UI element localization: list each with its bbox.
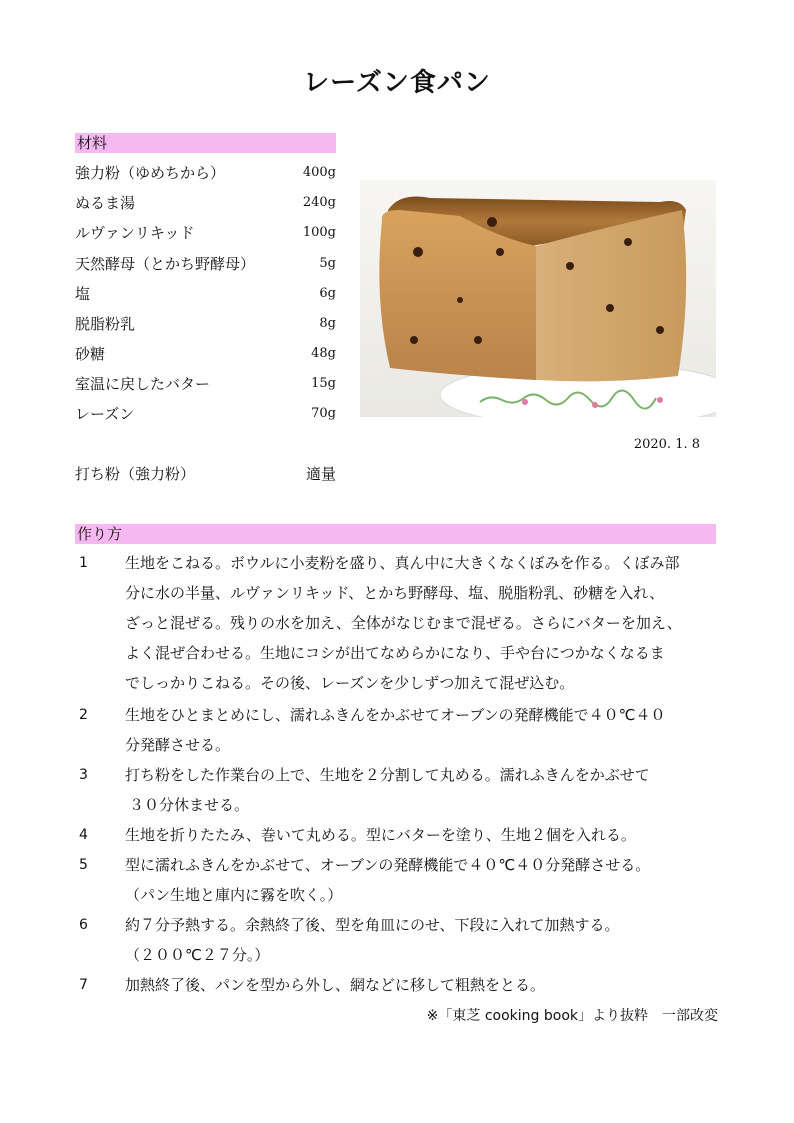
ingredient-name: 打ち粉（強力粉） [75,465,196,483]
ingredient-row [75,192,336,214]
step-number: 6 [79,917,88,933]
ingredient-amount: 48g [311,346,336,361]
ingredient-row [75,222,336,244]
step-line: 分発酵させる。 [125,736,231,754]
step-number: 5 [79,857,88,873]
step-line: 生地をひとまとめにし、濡れふきんをかぶせてオーブンの発酵機能で４０℃４０ [125,706,666,724]
step-line: 型に濡れふきんをかぶせて、オーブンの発酵機能で４０℃４０分発酵させる。 [125,856,651,874]
step-3 [75,760,720,820]
ingredient-amount: 70g [311,406,336,421]
photo-date: 2020. 1. 8 [633,437,700,452]
step-text [125,850,717,910]
ingredient-name: 砂糖 [75,345,106,363]
step-line: （パン生地と庫内に霧を吹く。） [125,886,343,904]
step-line: ３０分休ませる。 [129,796,250,814]
step-line: でしっかりこねる。その後、レーズンを少しずつ加えて混ぜ込む。 [125,674,575,692]
step-text [125,700,717,760]
ingredient-row [75,373,336,395]
step-7 [75,970,720,1000]
ingredient-name: 塩 [75,285,91,303]
ingredient-row [75,283,336,305]
ingredient-amount: 100g [302,225,336,240]
step-number: 4 [79,827,88,843]
ingredient-row [75,343,336,365]
step-4 [75,820,720,850]
dusting-flour-row [75,463,336,485]
step-line: 約７分予熱する。余熱終了後、型を角皿にのせ、下段に入れて加熱する。 [125,916,620,934]
step-line: 打ち粉をした作業台の上で、生地を２分割して丸める。濡れふきんをかぶせて [125,766,650,784]
step-line: 生地をこねる。ボウルに小麦粉を盛り、真ん中に大きくなくぼみを作る。くぼみ部 [125,554,680,572]
materials-header: 材料 [75,133,336,153]
step-number: 3 [79,767,88,783]
step-number: 2 [79,707,88,723]
ingredient-amount: 6g [319,286,336,301]
ingredient-row [75,253,336,275]
method-header: 作り方 [75,524,716,544]
ingredient-name: ルヴァンリキッド [75,224,195,242]
bread-photo [360,180,716,417]
page-title: レーズン食パン [303,68,491,98]
ingredient-row [75,313,336,335]
ingredient-name: 脱脂粉乳 [75,315,136,333]
ingredient-amount: 適量 [305,465,336,483]
step-text [125,970,717,1000]
step-2 [75,700,720,760]
ingredient-amount: 5g [319,256,336,271]
step-text [125,760,717,820]
ingredient-amount: 240g [302,195,336,210]
ingredient-amount: 400g [302,165,336,180]
step-number: 7 [79,977,88,993]
step-line: 生地を折りたたみ、巻いて丸める。型にバターを塗り、生地２個を入れる。 [125,826,636,844]
ingredient-name: レーズン [75,405,135,423]
step-line: よく混ぜ合わせる。生地にコシが出てなめらかになり、手や台につかなくなるま [125,644,665,662]
source-note: ※「東芝 cooking book」より抜粋 一部改変 [426,1008,718,1024]
step-6 [75,910,720,970]
ingredient-row [75,162,336,184]
step-text [125,910,717,970]
step-text [125,820,717,850]
step-number: 1 [79,555,88,571]
ingredient-amount: 15g [311,376,336,391]
ingredient-name: 強力粉（ゆめちから） [75,164,226,182]
ingredient-name: ぬるま湯 [75,194,136,212]
step-line: 加熱終了後、パンを型から外し、網などに移して粗熱をとる。 [125,976,546,994]
raisin-bread-image [360,180,716,417]
step-text [125,548,717,698]
ingredient-name: 天然酵母（とかち野酵母） [75,255,256,273]
ingredient-row [75,403,336,425]
ingredient-name: 室温に戻したバター [75,375,211,393]
step-line: 分に水の半量、ルヴァンリキッド、とかち野酵母、塩、脱脂粉乳、砂糖を入れ、 [125,584,665,602]
step-line: ざっと混ぜる。残りの水を加え、全体がなじむまで混ぜる。さらにバターを加え、 [125,614,682,632]
step-line: （２００℃２７分。） [125,946,270,964]
step-1 [75,548,720,698]
step-5 [75,850,720,910]
ingredient-amount: 8g [319,316,336,331]
